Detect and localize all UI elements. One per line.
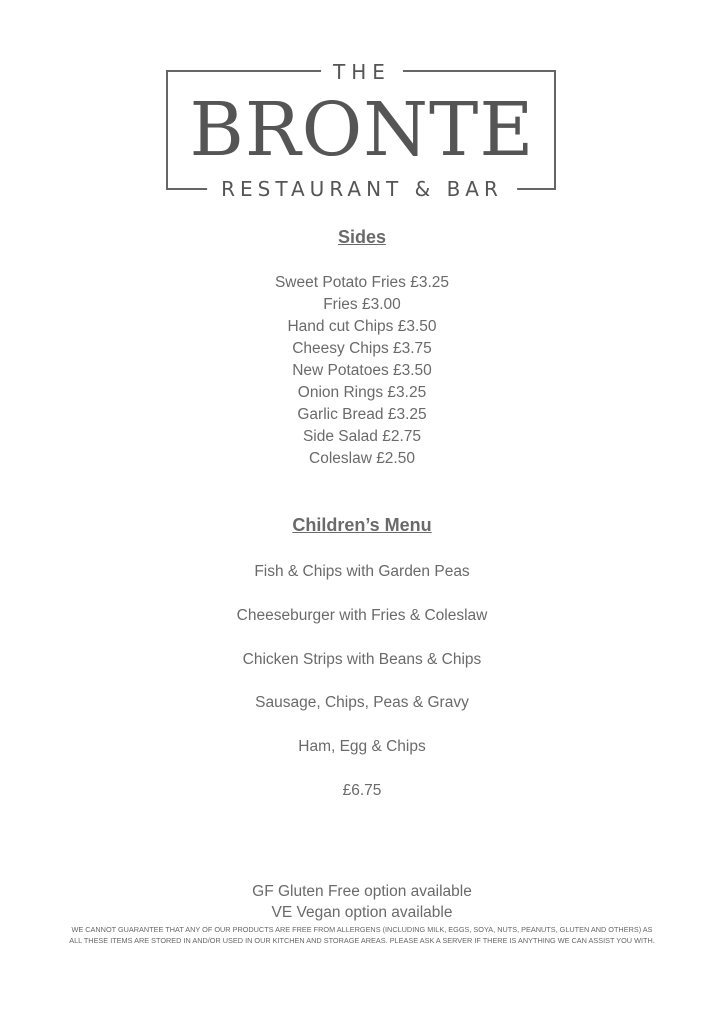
sides-item: Sweet Potato Fries £3.25 <box>274 274 450 291</box>
childrens-menu-item: Fish & Chips with Garden Peas <box>254 563 470 580</box>
sides-item: Coleslaw £2.50 <box>309 450 415 467</box>
disclaimer-line: WE CANNOT GUARANTEE THAT ANY OF OUR PRODUCTS ARE FREE FROM ALLERGENS (INCLUDING MILK, EGGS, SOYA, NUTS, PEANUTS, GLUTEN AND OTHERS) AS <box>71 925 653 934</box>
sides-list <box>0 272 724 470</box>
childrens-menu-heading: Children’s Menu <box>292 515 432 535</box>
sides-item: Fries £3.00 <box>323 296 401 313</box>
sides-item: Garlic Bread £3.25 <box>297 406 427 423</box>
childrens-menu-item: Chicken Strips with Beans & Chips <box>242 650 482 668</box>
sides-item: Cheesy Chips £3.75 <box>292 340 432 357</box>
sides-item: New Potatoes £3.50 <box>292 362 432 379</box>
childrens-menu-list <box>0 561 724 780</box>
logo-the-text: THE <box>321 62 403 82</box>
childrens-menu-item: Sausage, Chips, Peas & Gravy <box>255 694 469 712</box>
allergen-disclaimer <box>60 924 664 946</box>
logo-brand-name: BRONTE <box>189 87 535 173</box>
sides-heading: Sides <box>337 227 387 247</box>
sides-item: Hand cut Chips £3.50 <box>287 318 437 335</box>
childrens-menu-item: Ham, Egg & Chips <box>298 738 426 756</box>
vegan-note: VE Vegan option available <box>271 904 453 921</box>
dietary-notes <box>0 881 724 923</box>
disclaimer-line: ALL THESE ITEMS ARE STORED IN AND/OR USED IN OUR KITCHEN AND STORAGE AREAS. PLEASE ASK A SERVER IF THERE IS ANYTHING WE CAN ASSIST YOU WITH. <box>69 936 655 945</box>
sides-item: Side Salad £2.75 <box>302 428 422 445</box>
logo-subtitle: RESTAURANT & BAR <box>207 178 517 200</box>
childrens-menu-item: Cheeseburger with Fries & Coleslaw <box>236 606 488 624</box>
childrens-menu-price: £6.75 <box>342 782 382 799</box>
sides-item: Onion Rings £3.25 <box>297 384 427 401</box>
restaurant-logo <box>166 60 558 201</box>
gluten-free-note: GF Gluten Free option available <box>252 883 472 900</box>
